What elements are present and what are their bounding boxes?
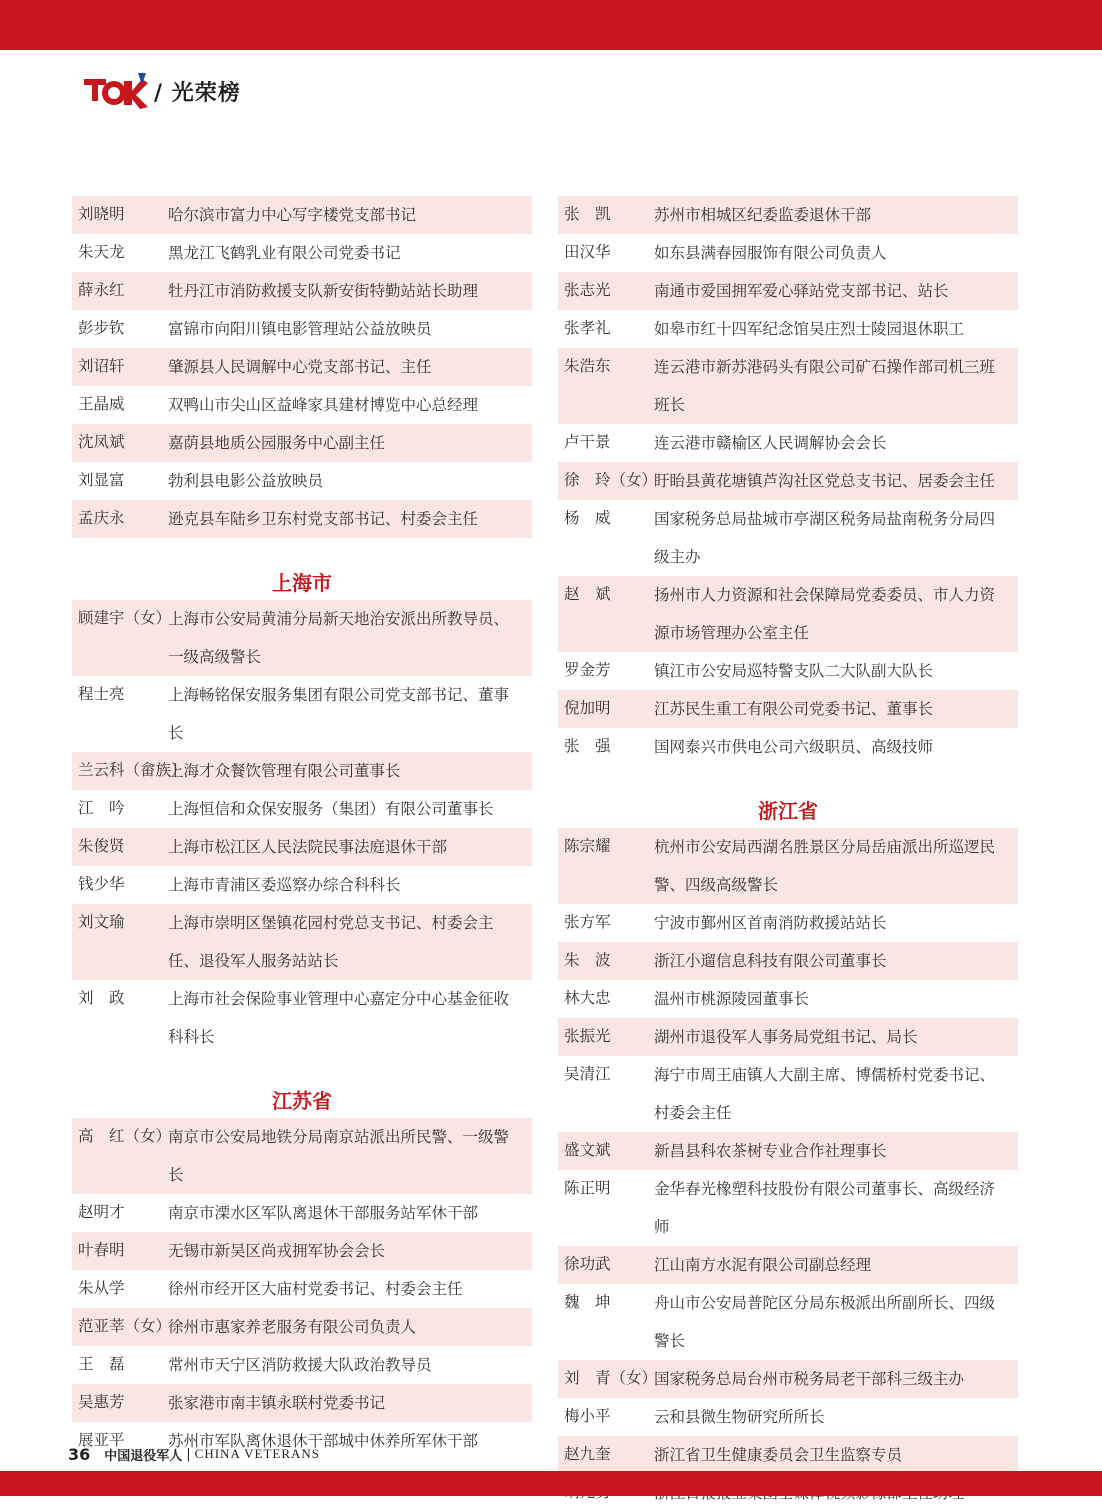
- honoree-row: [72, 310, 532, 348]
- honoree-name: 林大忠: [564, 989, 611, 1007]
- footer-separator: |: [186, 1446, 191, 1462]
- honoree-title: 国家税务总局盐城市亭湖区税务局盐南税务分局四级主办: [654, 509, 996, 566]
- honoree-name: 张振光: [564, 1027, 611, 1045]
- honoree-name: 顾建宇（女）: [78, 609, 172, 627]
- honoree-row: [558, 500, 1018, 576]
- honoree-title: 勃利县电影公益放映员: [168, 471, 324, 490]
- honoree-row: [558, 728, 1018, 766]
- honoree-title: 张家港市南丰镇永联村党委书记: [168, 1393, 386, 1412]
- honoree-title: 无锡市新吴区尚戎拥军协会会长: [168, 1241, 386, 1260]
- honoree-title: 上海市松江区人民法院民事法庭退休干部: [168, 837, 448, 856]
- honoree-name: 王晶威: [78, 395, 125, 413]
- honoree-name: 程士亮: [78, 685, 125, 703]
- honoree-name: 孟庆永: [78, 509, 125, 527]
- honoree-row: [72, 1194, 532, 1232]
- honoree-name: 朱从学: [78, 1279, 125, 1297]
- honoree-row: [558, 272, 1018, 310]
- honoree-row: [72, 1346, 532, 1384]
- honoree-title: 国家税务总局台州市税务局老干部科三级主办: [654, 1369, 965, 1388]
- left-column: [72, 196, 532, 1460]
- honoree-name: 张 强: [564, 737, 611, 755]
- honoree-row: [72, 272, 532, 310]
- honoree-row: [72, 1118, 532, 1194]
- honoree-row: [72, 424, 532, 462]
- honoree-row: [558, 1056, 1018, 1132]
- honoree-title: 上海市社会保险事业管理中心嘉定分中心基金征收科科长: [168, 989, 510, 1046]
- honoree-row: [558, 1018, 1018, 1056]
- honoree-title: 江山南方水泥有限公司副总经理: [654, 1255, 872, 1274]
- honoree-row: [72, 234, 532, 272]
- honoree-title: 上海才众餐饮管理有限公司董事长: [168, 761, 401, 780]
- honoree-row: [558, 1398, 1018, 1436]
- honoree-row: [72, 1270, 532, 1308]
- honoree-name: 朱俊贤: [78, 837, 125, 855]
- honoree-title: 上海恒信和众保安服务（集团）有限公司董事长: [168, 799, 494, 818]
- honoree-name: 罗金芳: [564, 661, 611, 679]
- honoree-row: [558, 828, 1018, 904]
- honoree-name: 刘 政: [78, 989, 125, 1007]
- honoree-title: 南京市溧水区军队离退休干部服务站军休干部: [168, 1203, 479, 1222]
- honoree-title: 肇源县人民调解中心党支部书记、主任: [168, 357, 432, 376]
- honoree-name: 梅小平: [564, 1407, 611, 1425]
- honoree-title: 舟山市公安局普陀区分局东极派出所副所长、四级警长: [654, 1293, 996, 1350]
- honoree-name: 陈正明: [564, 1179, 611, 1197]
- honoree-row: [558, 942, 1018, 980]
- honoree-title: 牡丹江市消防救援支队新安街特勤站站长助理: [168, 281, 479, 300]
- honoree-row: [558, 690, 1018, 728]
- honoree-row: [558, 652, 1018, 690]
- honoree-name: 吴惠芳: [78, 1393, 125, 1411]
- honoree-row: [72, 828, 532, 866]
- province-heading: 浙江省: [758, 799, 818, 823]
- honoree-title: 黑龙江飞鹤乳业有限公司党委书记: [168, 243, 401, 262]
- honoree-name: 朱 波: [564, 951, 611, 969]
- honoree-row: [72, 1308, 532, 1346]
- honoree-title: 新昌县科农茶树专业合作社理事长: [654, 1141, 887, 1160]
- honoree-name: 朱浩东: [564, 357, 611, 375]
- honoree-name: 卢干景: [564, 433, 611, 451]
- honoree-name: 陈宗耀: [564, 837, 611, 855]
- honoree-title: 江苏民生重工有限公司党委书记、董事长: [654, 699, 934, 718]
- honoree-name: 吴清江: [564, 1065, 611, 1083]
- honoree-title: 南通市爱国拥军爱心驿站党支部书记、站长: [654, 281, 949, 300]
- honoree-title: 海宁市周王庙镇人大副主席、博儒桥村党委书记、村委会主任: [654, 1065, 996, 1122]
- honoree-title: 宁波市鄞州区首南消防救援站站长: [654, 913, 887, 932]
- honoree-name: 张 凯: [564, 205, 611, 223]
- honoree-name: 张孝礼: [564, 319, 611, 337]
- honoree-name: 刘 青（女）: [564, 1369, 658, 1387]
- honoree-row: [72, 1384, 532, 1422]
- honoree-row: [72, 348, 532, 386]
- honoree-title: 扬州市人力资源和社会保障局党委委员、市人力资源市场管理办公室主任: [654, 585, 996, 642]
- honoree-name: 钱少华: [78, 875, 125, 893]
- magazine-name-en: CHINA VETERANS: [194, 1446, 321, 1461]
- honoree-title: 如东县满春园服饰有限公司负责人: [654, 243, 887, 262]
- honoree-row: [72, 866, 532, 904]
- honoree-name: 薛永红: [78, 281, 125, 299]
- honoree-row: [558, 980, 1018, 1018]
- bottom-red-bar: [0, 1471, 1102, 1496]
- honoree-row: [558, 576, 1018, 652]
- honoree-row: [558, 348, 1018, 424]
- honoree-title: 逊克县车陆乡卫东村党支部书记、村委会主任: [168, 509, 479, 528]
- honoree-row: [558, 1170, 1018, 1246]
- honoree-title: 双鸭山市尖山区益峰家具建材博览中心总经理: [168, 395, 479, 414]
- honoree-name: 田汉华: [564, 243, 611, 261]
- honoree-name: 张志光: [564, 281, 611, 299]
- province-heading: 上海市: [272, 571, 332, 595]
- honoree-row: [558, 196, 1018, 234]
- honoree-row: [72, 462, 532, 500]
- honoree-row: [72, 500, 532, 538]
- honoree-name: 魏 坤: [564, 1293, 611, 1311]
- honoree-name: 范亚莘（女）: [78, 1317, 172, 1335]
- honoree-title: 温州市桃源陵园董事长: [654, 989, 810, 1008]
- honoree-row: [72, 980, 532, 1056]
- honoree-name: 沈凤斌: [78, 433, 125, 451]
- honoree-row: [558, 1246, 1018, 1284]
- honoree-row: [558, 424, 1018, 462]
- honoree-name: 张方军: [564, 913, 611, 931]
- honoree-row: [72, 752, 532, 790]
- honoree-title: 常州市天宁区消防救援大队政治教导员: [168, 1355, 432, 1374]
- honoree-title: 湖州市退役军人事务局党组书记、局长: [654, 1027, 918, 1046]
- honoree-name: 刘晓明: [78, 205, 125, 223]
- honoree-row: [72, 600, 532, 676]
- honoree-name: 倪加明: [564, 699, 611, 717]
- honoree-title: 如皋市红十四军纪念馆吴庄烈士陵园退休职工: [654, 319, 965, 338]
- honoree-name: 赵 斌: [564, 585, 611, 603]
- honoree-title: 盱眙县黄花塘镇芦沟社区党总支书记、居委会主任: [654, 471, 996, 490]
- page-number: 36: [68, 1444, 91, 1464]
- honoree-name: 彭步钦: [78, 319, 125, 337]
- right-column: [558, 196, 1018, 1512]
- honoree-row: [72, 1232, 532, 1270]
- honoree-row: [558, 1284, 1018, 1360]
- magazine-name-cn: 中国退役军人: [104, 1448, 183, 1464]
- honoree-row: [72, 790, 532, 828]
- honoree-row: [558, 904, 1018, 942]
- honoree-row: [558, 1132, 1018, 1170]
- honoree-row: [558, 1360, 1018, 1398]
- honoree-title: 富锦市向阳川镇电影管理站公益放映员: [168, 319, 432, 338]
- honoree-name: 杨 威: [564, 509, 611, 527]
- province-heading: 江苏省: [272, 1089, 332, 1113]
- honoree-name: 王 磊: [78, 1355, 125, 1373]
- honoree-name: 叶春明: [78, 1241, 125, 1259]
- honoree-title: 上海畅铭保安服务集团有限公司党支部书记、董事长: [168, 685, 510, 742]
- honoree-name: 展亚平: [78, 1431, 125, 1449]
- honoree-name: 徐功武: [564, 1255, 611, 1273]
- honoree-row: [558, 462, 1018, 500]
- honoree-name: 刘文瑜: [78, 913, 125, 931]
- honoree-title: 杭州市公安局西湖名胜景区分局岳庙派出所巡逻民警、四级高级警长: [654, 837, 996, 894]
- honoree-title: 哈尔滨市富力中心写字楼党支部书记: [168, 205, 417, 224]
- honoree-title: 上海市公安局黄浦分局新天地治安派出所教导员、一级高级警长: [168, 609, 510, 666]
- honoree-title: 苏州市相城区纪委监委退休干部: [654, 205, 872, 224]
- top-red-bar: [0, 0, 1102, 50]
- section-header-title: / 光荣榜: [154, 79, 241, 106]
- honoree-title: 嘉荫县地质公园服务中心副主任: [168, 433, 386, 452]
- honoree-title: 徐州市经开区大庙村党委书记、村委会主任: [168, 1279, 463, 1298]
- honoree-title: 连云港市新苏港码头有限公司矿石操作部司机三班班长: [654, 357, 996, 414]
- honoree-name: 江 吟: [78, 799, 125, 817]
- honoree-name: 高 红（女）: [78, 1127, 172, 1145]
- honoree-row: [558, 234, 1018, 272]
- honoree-title: 上海市青浦区委巡察办综合科科长: [168, 875, 401, 894]
- magazine-logo-icon: [84, 69, 148, 113]
- honoree-title: 镇江市公安局巡特警支队二大队副大队长: [654, 661, 934, 680]
- honoree-title: 云和县微生物研究所所长: [654, 1407, 825, 1426]
- honoree-title: 连云港市赣榆区人民调解协会会长: [654, 433, 887, 452]
- honoree-row: [72, 386, 532, 424]
- honoree-name: 赵明才: [78, 1203, 125, 1221]
- honoree-row: [72, 196, 532, 234]
- honoree-name: 盛文斌: [564, 1141, 611, 1159]
- honoree-row: [72, 676, 532, 752]
- honoree-title: 上海市崇明区堡镇花园村党总支书记、村委会主任、退役军人服务站站长: [168, 913, 494, 970]
- honoree-name: 刘诏轩: [78, 357, 125, 375]
- honoree-row: [558, 1436, 1018, 1474]
- honoree-row: [558, 310, 1018, 348]
- honoree-title: 徐州市惠家养老服务有限公司负责人: [168, 1317, 417, 1336]
- honoree-title: 浙江省卫生健康委员会卫生监察专员: [654, 1445, 903, 1464]
- honoree-name: 朱天龙: [78, 243, 125, 261]
- honoree-name: 赵九奎: [564, 1445, 611, 1463]
- honoree-name: 徐 玲（女）: [564, 471, 658, 489]
- honoree-title: 浙江小遛信息科技有限公司董事长: [654, 951, 887, 970]
- honoree-title: 南京市公安局地铁分局南京站派出所民警、一级警长: [168, 1127, 510, 1184]
- honoree-title: 金华春光橡塑科技股份有限公司董事长、高级经济师: [654, 1179, 996, 1236]
- honoree-name: 兰云科（畲族）: [78, 761, 187, 779]
- honoree-title: 国网泰兴市供电公司六级职员、高级技师: [654, 737, 934, 756]
- honoree-name: 刘显富: [78, 471, 125, 489]
- page-footer: [68, 1442, 320, 1466]
- honoree-title: 苏州市军队离休退休干部城中休养所军休干部: [168, 1431, 479, 1450]
- page-header: [84, 66, 241, 116]
- honoree-row: [72, 904, 532, 980]
